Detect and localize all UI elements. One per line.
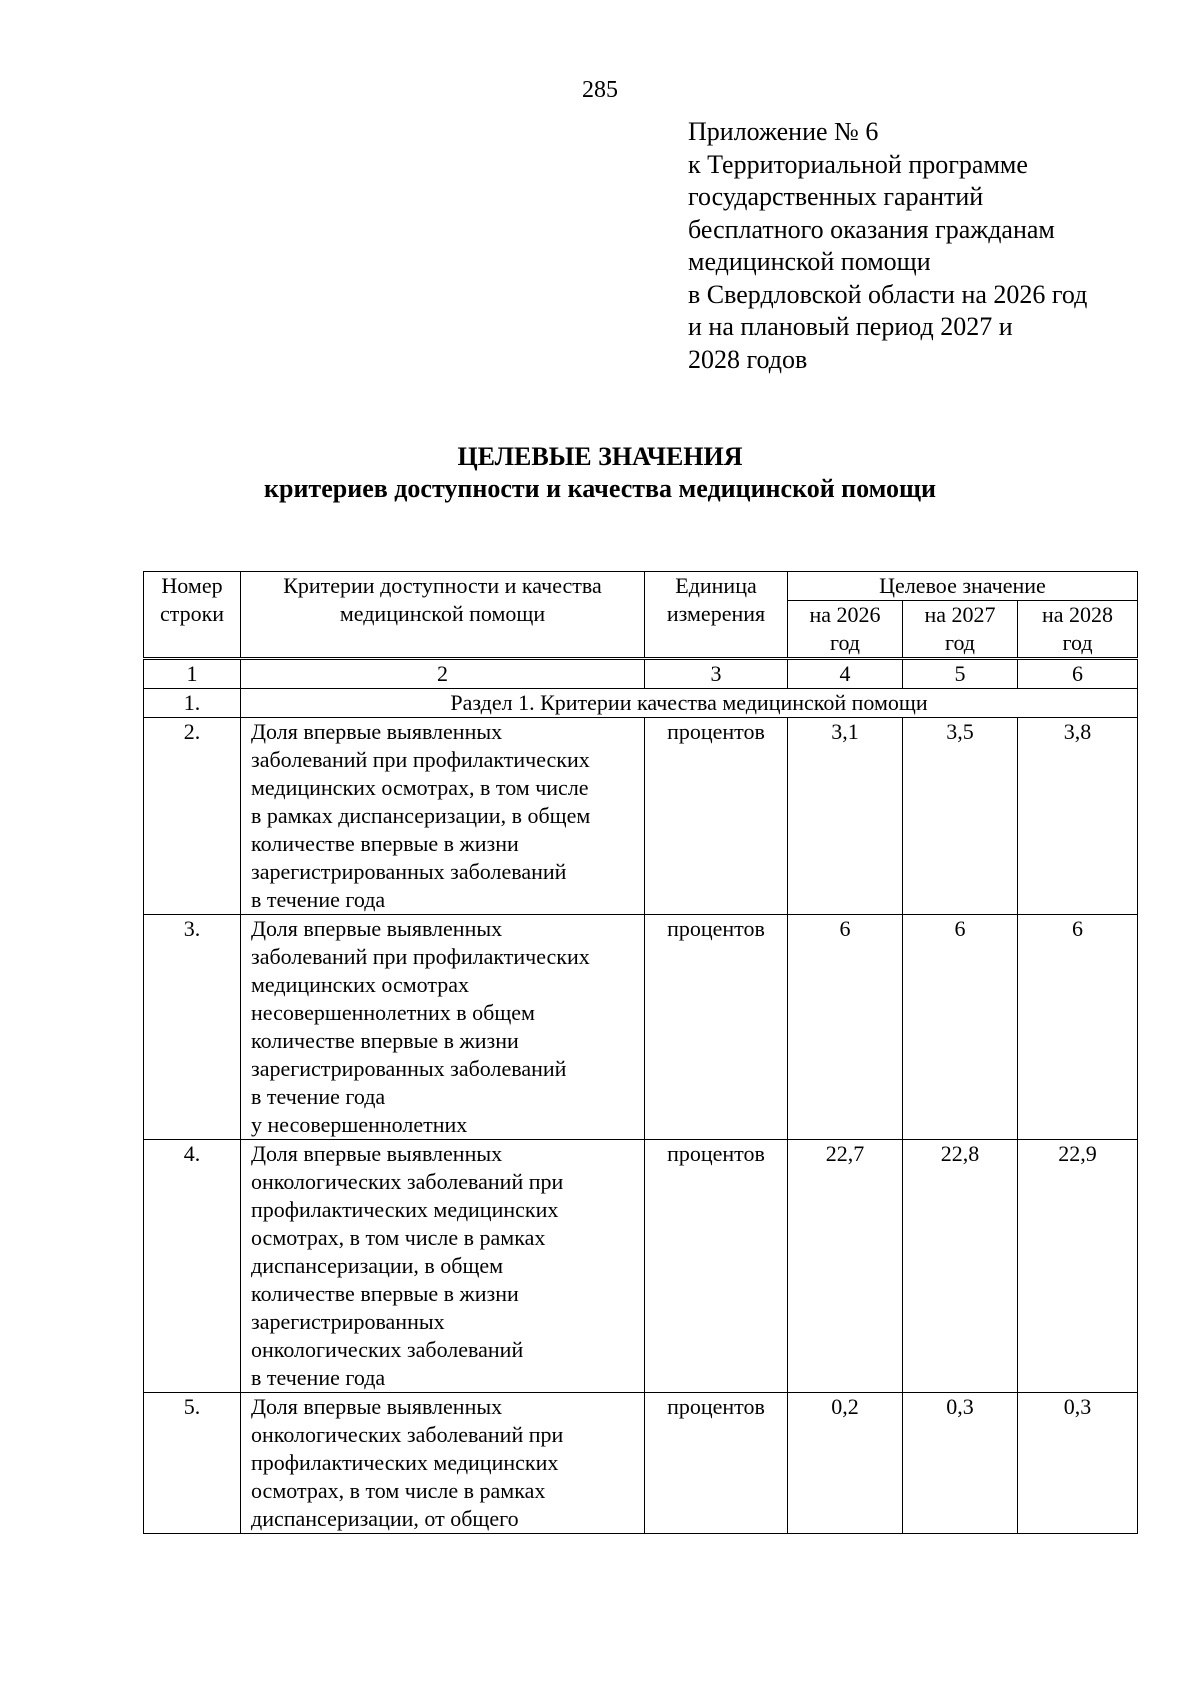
appendix-line: к Территориальной программе — [688, 149, 1028, 179]
appendix-line: в Свердловской области на 2026 год — [688, 279, 1088, 309]
value-2027: 6 — [903, 915, 1018, 1140]
appendix-line: бесплатного оказания гражданам — [688, 214, 1055, 244]
criteria-text: Доля впервые выявленных заболеваний при профилактических медицинских осмотрах несовершеннолетних в общем количестве впервые в жизни зарегистрированных заболеваний в течение года у несовершеннолетних — [241, 915, 645, 1140]
appendix-line: 2028 годов — [688, 344, 808, 374]
page-number: 285 — [582, 77, 618, 103]
criteria-text: Доля впервые выявленных заболеваний при профилактических медицинских осмотрах, в том числе в рамках диспансеризации, в общем количестве впервые в жизни зарегистрированных заболеваний в течение года — [241, 718, 645, 915]
document-title: ЦЕЛЕВЫЕ ЗНАЧЕНИЯ — [457, 442, 743, 471]
table-row — [144, 1140, 1138, 1393]
row-number: 3. — [144, 915, 241, 1140]
column-number: 6 — [1018, 659, 1138, 689]
section-row — [144, 689, 1138, 718]
value-2028: 6 — [1018, 915, 1138, 1140]
unit-cell: процентов — [645, 915, 788, 1140]
column-number: 2 — [241, 659, 645, 689]
appendix-line: и на плановый период 2027 и — [688, 312, 1013, 341]
row-number: 5. — [144, 1393, 241, 1534]
value-2026: 6 — [788, 915, 903, 1140]
value-2027: 22,8 — [903, 1140, 1018, 1393]
table-row — [144, 1393, 1138, 1534]
criteria-text: Доля впервые выявленных онкологических заболеваний при профилактических медицинских осмотрах, в том числе в рамках диспансеризации, в общем количестве впервые в жизни зарегистрированных онкологических заболеваний в течение года — [241, 1140, 645, 1393]
header-year-2028: на 2028 год — [1018, 601, 1138, 659]
column-numbers-row — [144, 659, 1138, 689]
unit-cell: процентов — [645, 1393, 788, 1534]
row-number: 4. — [144, 1140, 241, 1393]
header-criteria: Критерии доступности и качества медицинской помощи — [241, 572, 645, 659]
document-subtitle: критериев доступности и качества медицинской помощи — [264, 474, 936, 503]
header-unit: Единица измерения — [645, 572, 788, 659]
section-title: Раздел 1. Критерии качества медицинской помощи — [241, 689, 1138, 718]
appendix-header — [688, 116, 1168, 376]
value-2028: 3,8 — [1018, 718, 1138, 915]
value-2026: 3,1 — [788, 718, 903, 915]
value-2027: 0,3 — [903, 1393, 1018, 1534]
appendix-line: медицинской помощи — [688, 247, 931, 276]
criteria-table — [143, 571, 1138, 1534]
value-2026: 22,7 — [788, 1140, 903, 1393]
value-2027: 3,5 — [903, 718, 1018, 915]
header-year-2027: на 2027 год — [903, 601, 1018, 659]
header-row — [144, 572, 1138, 601]
column-number: 1 — [144, 659, 241, 689]
section-number: 1. — [144, 689, 241, 718]
unit-cell: процентов — [645, 1140, 788, 1393]
unit-cell: процентов — [645, 718, 788, 915]
header-year-2026: на 2026 год — [788, 601, 903, 659]
table-row — [144, 718, 1138, 915]
header-target-value: Целевое значение — [788, 572, 1138, 601]
criteria-text: Доля впервые выявленных онкологических заболеваний при профилактических медицинских осмотрах, в том числе в рамках диспансеризации, от общего — [241, 1393, 645, 1534]
row-number: 2. — [144, 718, 241, 915]
column-number: 3 — [645, 659, 788, 689]
header-row-number: Номер строки — [144, 572, 241, 659]
table-row — [144, 915, 1138, 1140]
appendix-line: государственных гарантий — [688, 182, 984, 211]
value-2026: 0,2 — [788, 1393, 903, 1534]
value-2028: 22,9 — [1018, 1140, 1138, 1393]
column-number: 5 — [903, 659, 1018, 689]
column-number: 4 — [788, 659, 903, 689]
appendix-line: Приложение № 6 — [688, 117, 879, 146]
value-2028: 0,3 — [1018, 1393, 1138, 1534]
